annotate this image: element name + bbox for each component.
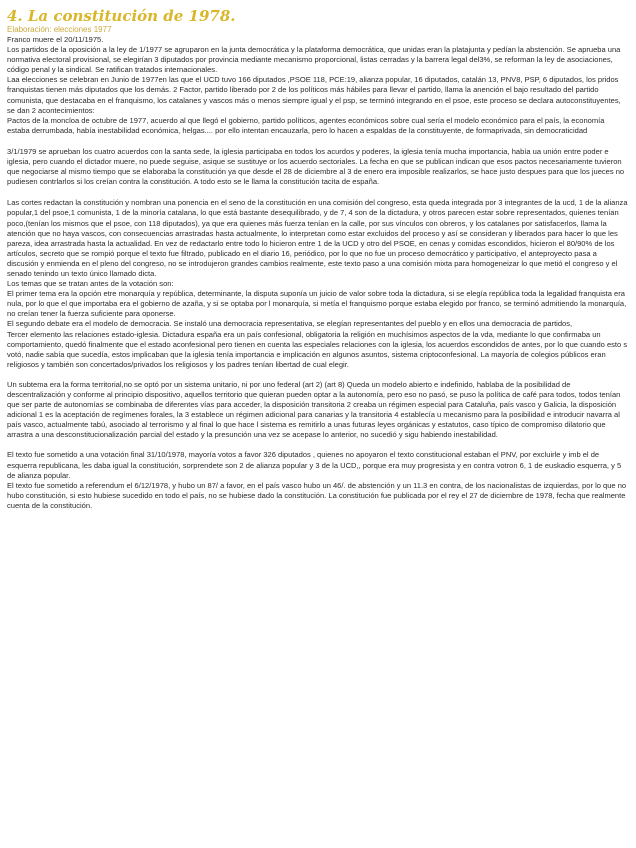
paragraph-oposicion: Los partidos de la oposición a la ley de 1/1977 se agruparon en la junta democrática y la plataforma democrática, que unidas eran la platajunta y pedían la abstención. Se aprueba una normativa electoral provisional, se elegirían 3 diputados por provincia mediante mecanismo proporcional, listas cerradas y la barrera legal del3%, se reforman la ley de asociaciones, código penal y la sindical. Se ratifican tratados internacionales. <box>7 45 621 75</box>
paragraph-acuerdos-santa-sede: 3/1/1979 se aprueban los cuatro acuerdos con la santa sede, la iglesia participaba en todos los acurdos y poderes, la iglesia tenía mucha importancia, había ua unión entre poder e iglesia, pero cuando el dictador muere, no puede seguise, asique se sustituye or los acuerdo sectoriales. La fecha en que se publican indican que esos pactos necesariamente tuvieron que negociarse al mismo tiempo que se elaboraba la constitución ya que desde el 28 de diciembre al 3 de enero era imposible realizarlos, se hace justo despues para que los jueces no pudiesen contrlarlos si los creían contra la constitución. A todo esto se le llama la constitución tacita de españa. <box>7 146 625 187</box>
paragraph-modelo-democracia: El segundo debate era el modelo de democracia. Se instaló una democracia representativa, se elegían representantes del pueblo y en ellos una democracia de partidos, <box>7 319 573 329</box>
paragraph-forma-territorial: Un subtema era la forma territorial,no se optó por un sistema unitario, ni por uno federal (art 2) (art 8) Queda un modelo abierto e indefinido, hablaba de la posibilidad de descentralización y conforme al principio dispositivo, aquellos territorio que quieran pueden optar a la autonomía, pero eso no pasó, se puso la política de café para todos, todos tenían que ser parte de autonomías se combinaba de diferentes vías para acceder, la disposición transitoria 2 creaba un régimen especial para Cataluña, país vasco y Galicia, la disposición adicional 1 es la aceptación de regímenes forales, la 3 establece un régimen adicional para canarias y la transitoria 4 establecía u mecanismo para la posibilidad e introducir navarra al país vasco, actualmente tabú, asociado al terrorismo y al final lo que hace l sistema es remitirlo a unas futuras leyes orgánicas y estatutos, caso típico de compromiso dilatorio que arrastra a una desconstitucionalización parcial del estado y la presunción una vez se acepase lo anterior, no sucedió y sigu habiendo inestabilidad. <box>7 379 621 440</box>
paragraph-referendum: El texto fue sometido a referendum el 6/12/1978, y hubo un 87/ a favor, en el país vasco hubo un 46/. de abstención y un 11.3 en contra, de los nacionalistas de izquierdas, por lo que no hubo constitución, si esto hubiese sucedido en todo el país, no se hubiese dado la constitución. La constitución fue publicada por el rey el 27 de diciembre de 1978, fecha que realmente cuenta de la constitución. <box>7 480 627 510</box>
paragraph-votacion-final: El texto fue sometido a una votación final 31/10/1978, mayoría votos a favor 326 diputados , quienes no apoyaron el texto constitucional estaban el PNV, por excluirle y imb el de esquerra republicana, les daba igual la constitución, sorprendete son 2 de alianza popular y 3 de la UCD,, porque era muy progresista y en contra votron 6, 1 de euskadio esquerra, y 5 de alianza popular. <box>7 450 622 480</box>
paragraph-monarquia-republica: El primer tema era la opción etre monarquía y república, determinante, la disputa suponía un juicio de valor sobre toda la dictadura, si se elegía república toda la legalidad franquista era nula, por lo que el que importaba era el gobierno de azaña, y si se optaba por l monarquía, si metía el franquismo porque estaba elegido por franco, se terminó admitiendo la monarquía, no creían tener la fuerza suficiente para oponerse. <box>7 289 627 319</box>
page-subtitle: Elaboración: elecciones 1977 <box>7 25 112 34</box>
paragraph-temas-votacion: Los temas que se tratan antes de la votación son: <box>7 279 174 289</box>
paragraph-cortes-redactan: Las cortes redactan la constitución y nombran una ponencia en el seno de la constitución en una comisión del congreso, esta queda integrada por 3 integrantes de la ucd, 1 de la alianza popular,1 del psoe,1 comunista, 1 de la minoría catalana, lo que está bastante desequilibrado, y de 7, 4 son de la dictadura, y otros parecen estar sobre representados, quienes tenían poco,(tenían los mismos que el psoe, con 118 diputados), ya que era quienes más fuerza tenían en la calle, por sus vínculos con obreros, y los catalanes por satisfacerlos, llama la atención que no haya vascos, con consecuencias arrastradas hasta actualmente, lo interpretan como estar excluidos del proceso y así se consideran y liberados para hacer lo que les pareza, idea arrastrada hasta la actualidad. En vez de redactarlo entre todo lo hicieron entre 1 de la UCD y otro del PSOE, en cenas y comidas escondidos, hicieron el 80/90% de los artículos, secreto que se rompió porque el texto fue filtrado, publicado en el diario 16, periódico, por lo que no fue un proceso democrático y participativo, el anteproyecto pasa a discusión y enmienda en el pleno del congreso, no se introdujeron grandes cambios realmente, este texto paso a una comisión mixta para homogeneizar lo que metió el congreso y el senado tenindo un texto único llamado dicta. <box>7 198 628 278</box>
paragraph-estado-iglesia: Tercer elemento las relaciones estado-iglesia. Dictadura españa era un país confesional, obligatoria la religión en muchísimos aspectos de la vda, mediante lo que confirmaba un comportamiento, quedó finalmente que el estado aconfesional pero tienen en cuenta las especiales relaciones con la iglesia, los acuerdos escondidos de antes, por lo que cuando esto s votó, nadie sabía que sucedía, estos implicaban que la iglesia tenía importancia e implicación en algunos asuntos, sistema criptoconfesional. La mayoría de colegios públicos eran religiosos y también son concertados/privados los religiosos y los padres tenían libertad de cual elegir. <box>7 329 628 369</box>
paragraph-franco: Franco muere el 20/11/1975. <box>7 35 104 44</box>
paragraph-pactos-moncloa: Pactos de la moncloa de octubre de 1977, acuerdo al que llegó el gobierno, partido políticos, agentes económicos sobre cual sería el modelo económico para el país, la economía estaba derrumbada, había inestabilidad económica, helgas.... por ello intentan encauzarla, pero lo hacen a espaldas de la constituyente, de formaprivada, sin democraticidad <box>7 115 605 135</box>
page-title: 4. La constitución de 1978. <box>7 7 236 25</box>
paragraph-elecciones: Laa elecciones se celebran en Junio de 1977en las que el UCD tuvo 166 diputados ,PSOE 118, PCE:19, alianza popular, 16 diputados, catalán 13, PNV8, PSP, 6 diputados, los pridos franquistas tienen más diputados que los demás. 2 Factor, partido liberado por 2 de los políticos más hábiles para llevar el partido, llama la anención el bajo resultado del partido comunista, que destacaba en el franquismo, los catalanes y vascos más o menos siempre igual y el psp, se terminó integrando en el psoe, este proceso se declara autoconstituyentes, se dan 2 acontecimientos: <box>7 75 621 115</box>
